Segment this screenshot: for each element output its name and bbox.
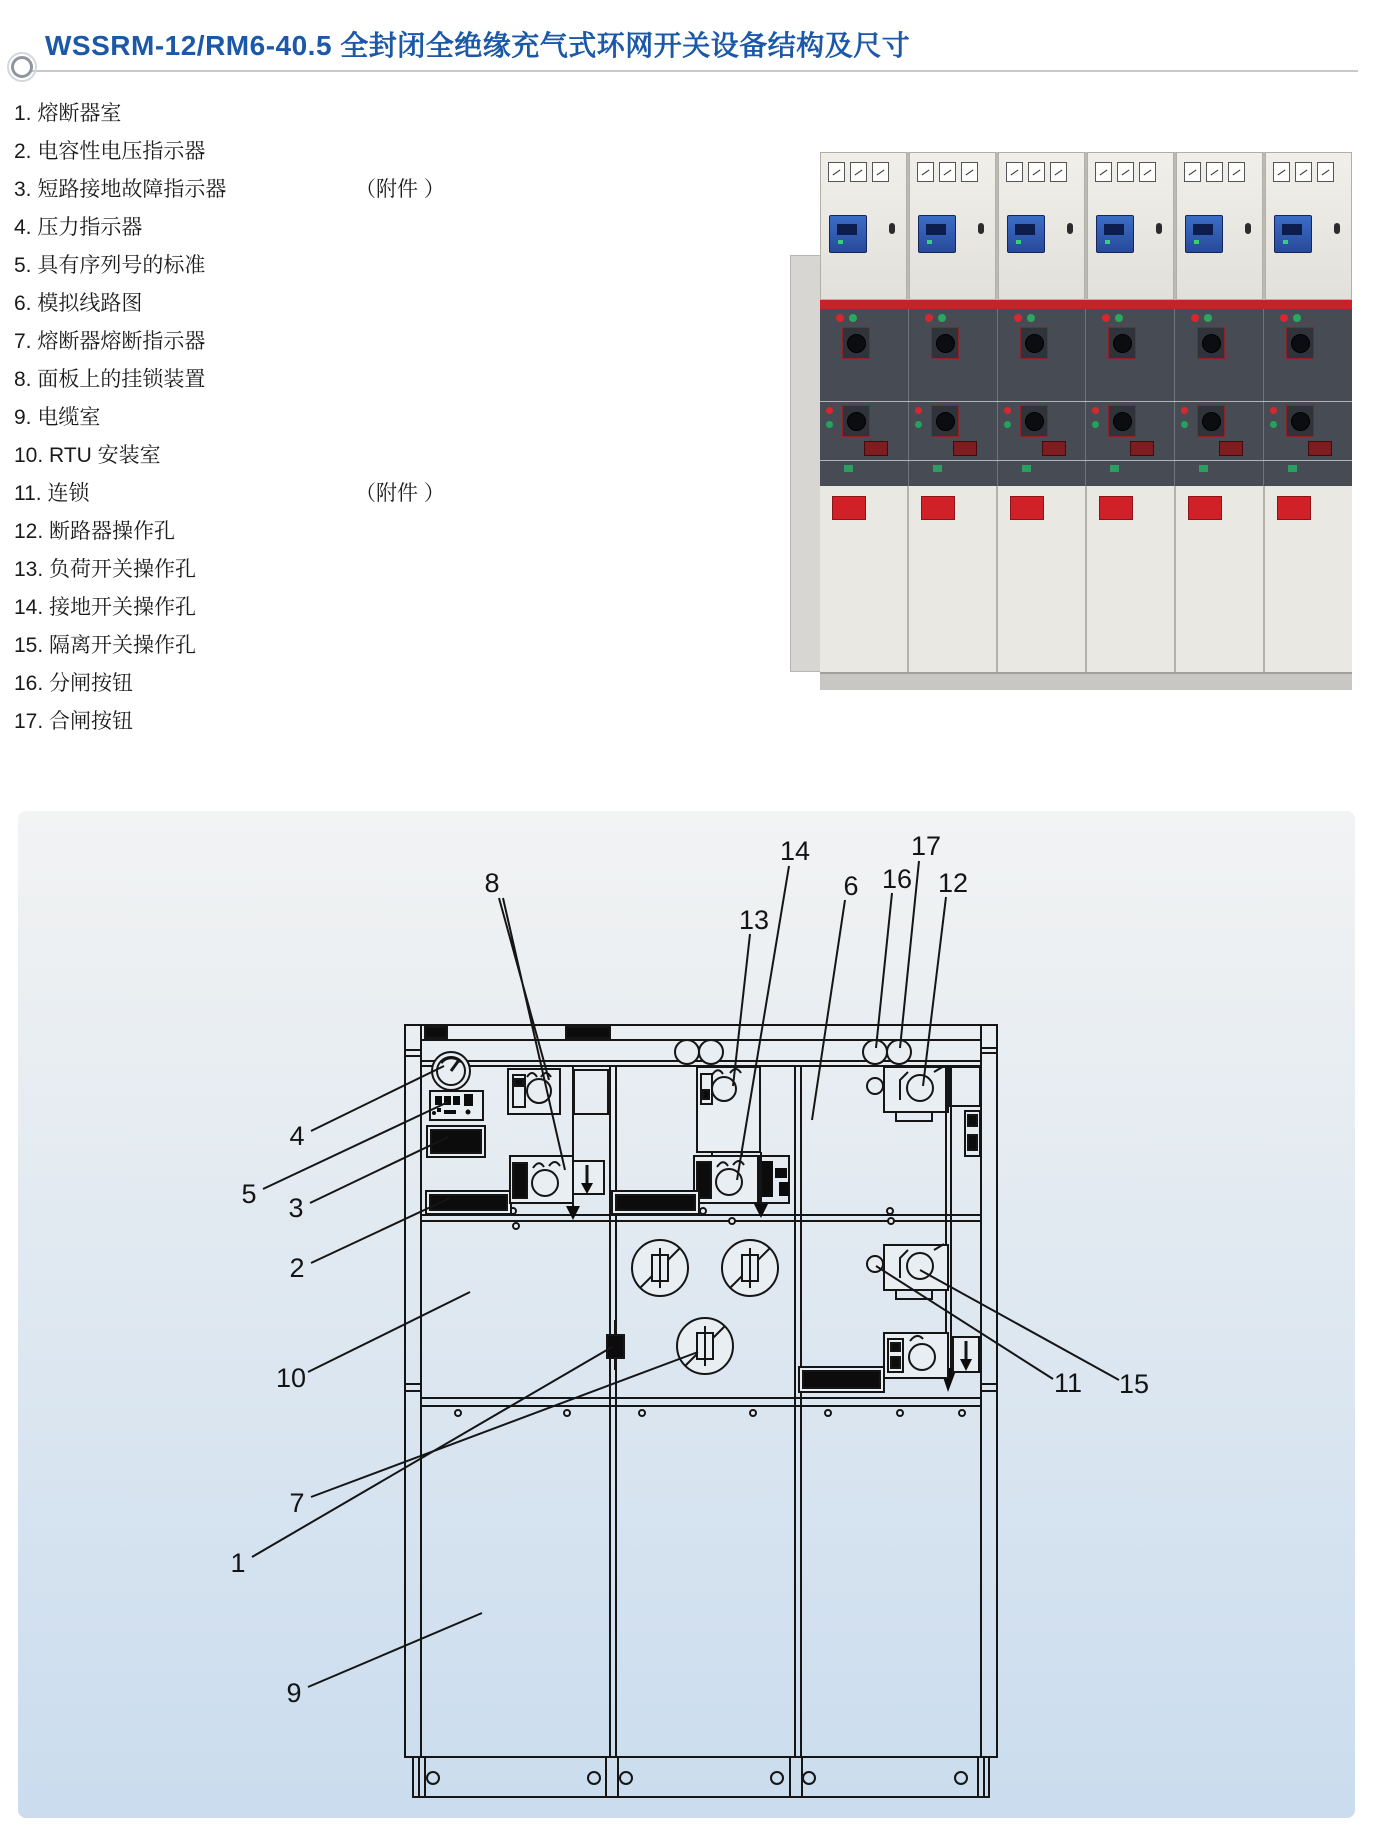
- callout-7: 7: [289, 1488, 305, 1518]
- callout-15: 15: [1118, 1369, 1150, 1399]
- callout-2: 2: [289, 1253, 305, 1283]
- callout-9: 9: [286, 1678, 302, 1708]
- callout-1: 1: [230, 1548, 246, 1578]
- callout-8: 8: [484, 868, 500, 898]
- part-label: 14. 接地开关操作孔: [14, 596, 197, 619]
- callout-labels: [230, 831, 1149, 1708]
- page-title: WSSRM-12/RM6-40.5 全封闭全绝缘充气式环网开关设备结构及尺寸: [45, 30, 911, 61]
- part-label: 17. 合闸按钮: [14, 710, 134, 733]
- bay1-devices: [426, 1052, 608, 1220]
- part-label: 1. 熔断器室: [14, 102, 122, 125]
- part-label: 10. RTU 安装室: [14, 444, 161, 467]
- bullet-ring-icon: [11, 56, 33, 78]
- callout-5: 5: [241, 1179, 257, 1209]
- callout-3: 3: [288, 1193, 304, 1223]
- part-note: （附件 ）: [355, 178, 445, 201]
- callout-14: 14: [779, 836, 811, 866]
- part-label: 11. 连锁: [14, 482, 90, 505]
- fuse-symbols: [632, 1240, 778, 1374]
- part-label: 13. 负荷开关操作孔: [14, 558, 197, 581]
- part-label: 7. 熔断器熔断指示器: [14, 330, 206, 353]
- part-label: 2. 电容性电压指示器: [14, 140, 206, 163]
- title-divider: [28, 70, 1358, 72]
- part-label: 12. 断路器操作孔: [14, 520, 176, 543]
- callout-13: 13: [738, 905, 770, 935]
- screw-icons: [455, 1208, 965, 1416]
- callout-12: 12: [937, 868, 969, 898]
- part-label: 4. 压力指示器: [14, 216, 143, 239]
- callout-11: 11: [1053, 1368, 1083, 1398]
- part-label: 9. 电缆室: [14, 406, 101, 429]
- part-label: 6. 模拟线路图: [14, 292, 143, 315]
- callout-4: 4: [289, 1121, 305, 1151]
- callout-10: 10: [275, 1363, 307, 1393]
- part-label: 16. 分闸按钮: [14, 672, 134, 695]
- part-label: 5. 具有序列号的标准: [14, 254, 206, 277]
- callout-6: 6: [843, 871, 859, 901]
- part-note: （附件 ）: [355, 482, 445, 505]
- bay3-devices: [799, 1066, 980, 1392]
- callout-17: 17: [910, 831, 942, 861]
- part-label: 15. 隔离开关操作孔: [14, 634, 197, 657]
- callout-16: 16: [881, 864, 913, 894]
- part-label: 8. 面板上的挂锁装置: [14, 368, 206, 391]
- part-label: 3. 短路接地故障指示器: [14, 178, 227, 201]
